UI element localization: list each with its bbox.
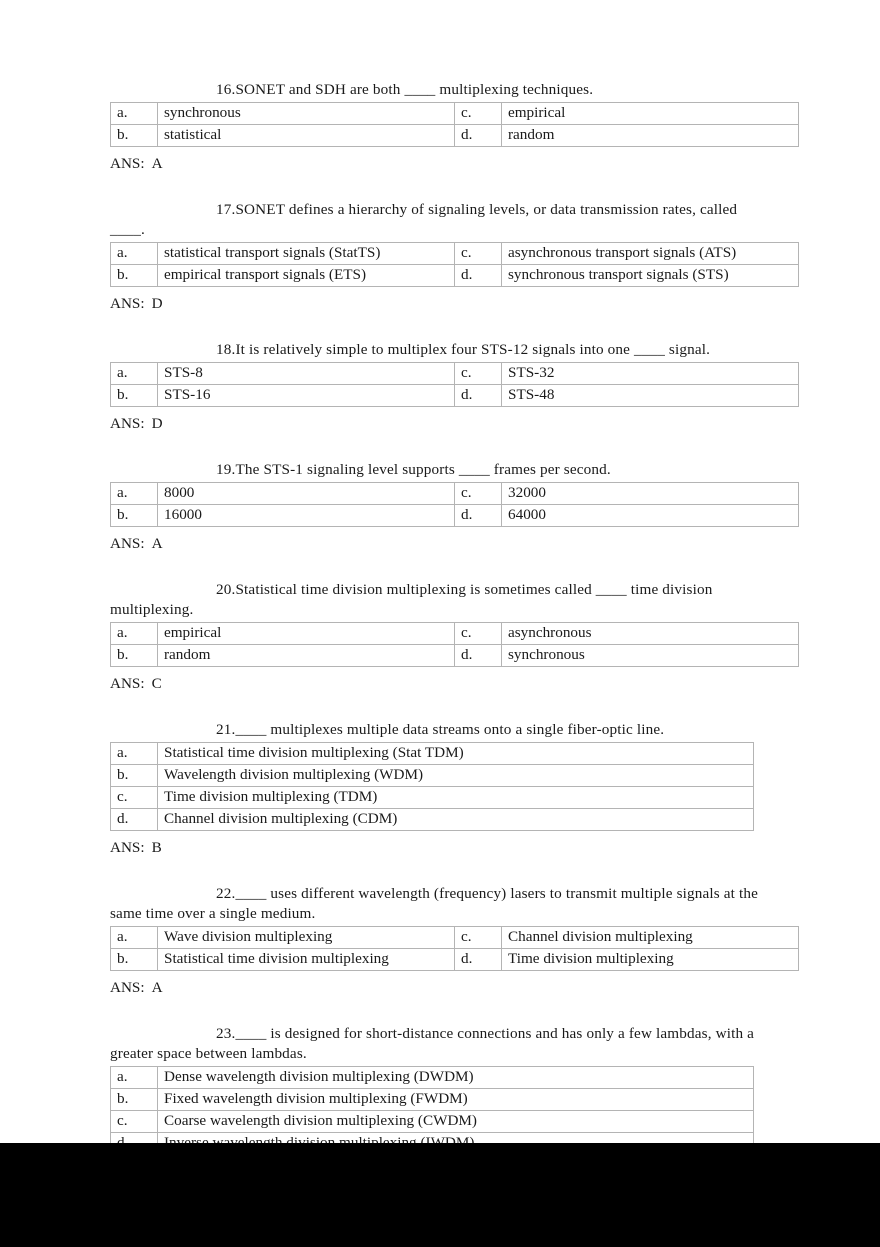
answer-value: B (151, 839, 162, 856)
question-body: Statistical time division multiplexing is sometimes called ____ time division multiplexing. (110, 581, 713, 618)
options-table (110, 926, 799, 971)
question-block (110, 460, 772, 554)
option-row (111, 623, 799, 645)
option-row (111, 363, 799, 385)
option-row (111, 125, 799, 147)
options-table (110, 242, 799, 287)
option-letter: c. (455, 483, 502, 505)
option-letter: b. (111, 265, 158, 287)
options-table (110, 622, 799, 667)
option-letter: a. (111, 743, 158, 765)
option-text[interactable]: empirical transport signals (ETS) (158, 265, 455, 287)
question-list (110, 80, 772, 1182)
option-letter: c. (455, 927, 502, 949)
question-number: 18. (216, 341, 236, 358)
answer-label: ANS: (110, 839, 145, 856)
answer-line (110, 978, 772, 998)
option-text[interactable]: Time division multiplexing (502, 949, 799, 971)
question-body: ____ uses different wavelength (frequency) lasers to transmit multiple signals at the same time over a single medium. (110, 885, 758, 922)
question-spacer (110, 434, 772, 460)
answer-line (110, 414, 772, 434)
option-letter: d. (111, 809, 158, 831)
option-text[interactable]: Dense wavelength division multiplexing (DWDM) (158, 1067, 754, 1089)
option-text[interactable]: STS-16 (158, 385, 455, 407)
option-row (111, 385, 799, 407)
option-letter: a. (111, 243, 158, 265)
question-block (110, 340, 772, 434)
options-table (110, 362, 799, 407)
option-letter: a. (111, 927, 158, 949)
answer-value: C (151, 675, 162, 692)
option-text[interactable]: 32000 (502, 483, 799, 505)
question-body: ____ multiplexes multiple data streams onto a single fiber-optic line. (235, 721, 665, 738)
option-text[interactable]: random (502, 125, 799, 147)
answer-value: A (151, 535, 163, 552)
answer-line (110, 534, 772, 554)
question-block (110, 80, 772, 174)
question-spacer (110, 174, 772, 200)
answer-line (110, 294, 772, 314)
option-text[interactable]: Channel division multiplexing (CDM) (158, 809, 754, 831)
question-block (110, 580, 772, 694)
option-letter: c. (455, 623, 502, 645)
option-letter: c. (111, 787, 158, 809)
option-letter: a. (111, 483, 158, 505)
option-letter: d. (455, 125, 502, 147)
answer-line (110, 154, 772, 174)
option-row (111, 1089, 754, 1111)
option-text[interactable]: 16000 (158, 505, 455, 527)
question-number: 20. (216, 581, 236, 598)
option-text[interactable]: Wave division multiplexing (158, 927, 455, 949)
option-text[interactable]: 64000 (502, 505, 799, 527)
option-row (111, 483, 799, 505)
option-text[interactable]: Statistical time division multiplexing (158, 949, 455, 971)
option-text[interactable]: Wavelength division multiplexing (WDM) (158, 765, 754, 787)
question-text (110, 340, 772, 360)
question-spacer (110, 998, 772, 1024)
option-text[interactable]: Channel division multiplexing (502, 927, 799, 949)
option-letter: b. (111, 949, 158, 971)
answer-label: ANS: (110, 155, 145, 172)
answer-label: ANS: (110, 415, 145, 432)
option-row (111, 265, 799, 287)
option-text[interactable]: Coarse wavelength division multiplexing (CWDM) (158, 1111, 754, 1133)
answer-value: D (151, 295, 163, 312)
question-number: 22. (216, 885, 236, 902)
option-text[interactable]: synchronous (158, 103, 455, 125)
option-letter: c. (455, 243, 502, 265)
option-row (111, 1067, 754, 1089)
answer-value: A (151, 155, 163, 172)
answer-label: ANS: (110, 295, 145, 312)
option-row (111, 927, 799, 949)
answer-label: ANS: (110, 675, 145, 692)
option-letter: b. (111, 505, 158, 527)
option-row (111, 765, 754, 787)
option-letter: a. (111, 363, 158, 385)
option-letter: d. (455, 385, 502, 407)
option-row (111, 243, 799, 265)
option-letter: b. (111, 765, 158, 787)
option-letter: d. (455, 645, 502, 667)
question-text (110, 884, 772, 924)
question-block (110, 200, 772, 314)
option-text[interactable]: 8000 (158, 483, 455, 505)
option-text[interactable]: synchronous transport signals (STS) (502, 265, 799, 287)
option-letter: c. (455, 103, 502, 125)
options-table (110, 742, 754, 831)
option-row (111, 949, 799, 971)
option-text[interactable]: Time division multiplexing (TDM) (158, 787, 754, 809)
question-spacer (110, 554, 772, 580)
option-text[interactable]: empirical (158, 623, 455, 645)
question-spacer (110, 314, 772, 340)
question-body: SONET defines a hierarchy of signaling levels, or data transmission rates, called ____. (110, 201, 738, 238)
question-number: 23. (216, 1025, 236, 1042)
question-number: 17. (216, 201, 236, 218)
option-row (111, 505, 799, 527)
option-letter: d. (455, 265, 502, 287)
option-letter: a. (111, 623, 158, 645)
question-text (110, 720, 772, 740)
question-block (110, 720, 772, 858)
question-number: 21. (216, 721, 236, 738)
answer-value: A (151, 979, 163, 996)
answer-line (110, 674, 772, 694)
option-text[interactable]: asynchronous (502, 623, 799, 645)
option-letter: c. (455, 363, 502, 385)
question-text (110, 1024, 772, 1064)
question-body: SONET and SDH are both ____ multiplexing techniques. (235, 81, 594, 98)
option-text[interactable]: asynchronous transport signals (ATS) (502, 243, 799, 265)
option-text[interactable]: Fixed wavelength division multiplexing (FWDM) (158, 1089, 754, 1111)
option-text[interactable]: empirical (502, 103, 799, 125)
option-letter: b. (111, 385, 158, 407)
answer-label: ANS: (110, 535, 145, 552)
answer-value: D (151, 415, 163, 432)
question-body: The STS-1 signaling level supports ____ frames per second. (235, 461, 611, 478)
option-text[interactable]: STS-48 (502, 385, 799, 407)
option-letter: c. (111, 1111, 158, 1133)
option-letter: a. (111, 1067, 158, 1089)
option-row (111, 809, 754, 831)
options-table (110, 102, 799, 147)
option-text[interactable]: synchronous (502, 645, 799, 667)
option-text[interactable]: STS-32 (502, 363, 799, 385)
option-letter: b. (111, 645, 158, 667)
option-row (111, 645, 799, 667)
option-text[interactable]: Statistical time division multiplexing (Stat TDM) (158, 743, 754, 765)
question-number: 16. (216, 81, 236, 98)
option-letter: d. (455, 505, 502, 527)
option-text[interactable]: random (158, 645, 455, 667)
option-row (111, 787, 754, 809)
option-row (111, 1111, 754, 1133)
question-text (110, 200, 772, 240)
options-table (110, 1066, 754, 1155)
question-text (110, 460, 772, 480)
question-body: It is relatively simple to multiplex four STS-12 signals into one ____ signal. (235, 341, 711, 358)
question-spacer (110, 694, 772, 720)
option-letter: b. (111, 1089, 158, 1111)
question-block (110, 884, 772, 998)
option-text[interactable]: statistical transport signals (StatTS) (158, 243, 455, 265)
answer-line (110, 838, 772, 858)
option-text[interactable]: STS-8 (158, 363, 455, 385)
option-letter: a. (111, 103, 158, 125)
question-number: 19. (216, 461, 236, 478)
question-spacer (110, 858, 772, 884)
page-bottom-black-band (0, 1143, 880, 1247)
question-text (110, 580, 772, 620)
option-row (111, 103, 799, 125)
option-letter: d. (455, 949, 502, 971)
answer-label: ANS: (110, 979, 145, 996)
option-text[interactable]: statistical (158, 125, 455, 147)
options-table (110, 482, 799, 527)
question-body: ____ is designed for short-distance connections and has only a few lambdas, with a greater space between lambdas. (110, 1025, 755, 1062)
option-row (111, 743, 754, 765)
option-letter: b. (111, 125, 158, 147)
question-text (110, 80, 772, 100)
